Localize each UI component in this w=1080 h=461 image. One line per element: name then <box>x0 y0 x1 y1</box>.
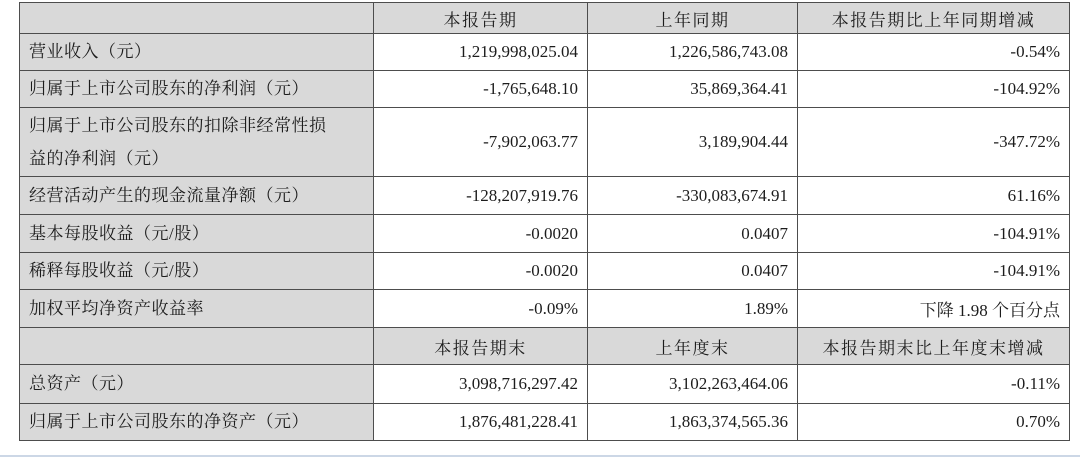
value-current-period-end: 3,098,716,297.42 <box>374 365 588 404</box>
table-row-net-assets <box>20 404 1070 441</box>
value-prior-year-end: 3,102,263,464.06 <box>588 365 798 404</box>
value-change: -104.91% <box>798 215 1070 253</box>
row-label: 经营活动产生的现金流量净额（元） <box>20 177 374 215</box>
value-prior-year-end: 1,863,374,565.36 <box>588 404 798 441</box>
col-header-prior-period: 上年同期 <box>588 3 798 34</box>
col-header-change: 本报告期比上年同期增减 <box>798 3 1070 34</box>
value-change: -104.91% <box>798 253 1070 290</box>
value-change: -0.54% <box>798 34 1070 71</box>
value-current-period: -0.0020 <box>374 253 588 290</box>
corner-cell-period-end <box>20 328 374 365</box>
corner-cell <box>20 3 374 34</box>
bottom-divider <box>0 455 1080 457</box>
row-label: 归属于上市公司股东的净资产（元） <box>20 404 374 441</box>
period-header-row <box>20 3 1070 34</box>
value-current-period: -0.0020 <box>374 215 588 253</box>
value-change: -104.92% <box>798 71 1070 108</box>
value-current-period: 1,219,998,025.04 <box>374 34 588 71</box>
table-row-operating-cash-flow <box>20 177 1070 215</box>
row-label: 营业收入（元） <box>20 34 374 71</box>
value-current-period: -0.09% <box>374 290 588 328</box>
financial-summary-table <box>19 2 1070 441</box>
row-label: 稀释每股收益（元/股） <box>20 253 374 290</box>
value-prior-period: 3,189,904.44 <box>588 108 798 177</box>
row-label: 归属于上市公司股东的扣除非经常性损益的净利润（元） <box>20 108 374 177</box>
value-prior-period: -330,083,674.91 <box>588 177 798 215</box>
col-header-current-period-end: 本报告期末 <box>374 328 588 365</box>
value-prior-period: 1.89% <box>588 290 798 328</box>
period-end-header-row <box>20 328 1070 365</box>
row-label: 加权平均净资产收益率 <box>20 290 374 328</box>
value-current-period: -7,902,063.77 <box>374 108 588 177</box>
table-row-diluted-eps <box>20 253 1070 290</box>
value-change: 下降 1.98 个百分点 <box>798 290 1070 328</box>
value-change: 0.70% <box>798 404 1070 441</box>
row-label: 基本每股收益（元/股） <box>20 215 374 253</box>
table-row-net-profit <box>20 71 1070 108</box>
row-label: 归属于上市公司股东的净利润（元） <box>20 71 374 108</box>
table-row-weighted-avg-roe <box>20 290 1070 328</box>
row-label: 总资产（元） <box>20 365 374 404</box>
value-prior-period: 0.0407 <box>588 215 798 253</box>
value-current-period: -1,765,648.10 <box>374 71 588 108</box>
col-header-period-end-change: 本报告期末比上年度末增减 <box>798 328 1070 365</box>
value-current-period: -128,207,919.76 <box>374 177 588 215</box>
value-change: 61.16% <box>798 177 1070 215</box>
table-row-basic-eps <box>20 215 1070 253</box>
table-row-operating-revenue <box>20 34 1070 71</box>
col-header-prior-year-end: 上年度末 <box>588 328 798 365</box>
value-current-period-end: 1,876,481,228.41 <box>374 404 588 441</box>
value-change: -347.72% <box>798 108 1070 177</box>
col-header-current-period: 本报告期 <box>374 3 588 34</box>
value-prior-period: 1,226,586,743.08 <box>588 34 798 71</box>
table-row-total-assets <box>20 365 1070 404</box>
table-row-net-profit-excl-nonrecurring <box>20 108 1070 177</box>
value-prior-period: 35,869,364.41 <box>588 71 798 108</box>
value-change: -0.11% <box>798 365 1070 404</box>
value-prior-period: 0.0407 <box>588 253 798 290</box>
